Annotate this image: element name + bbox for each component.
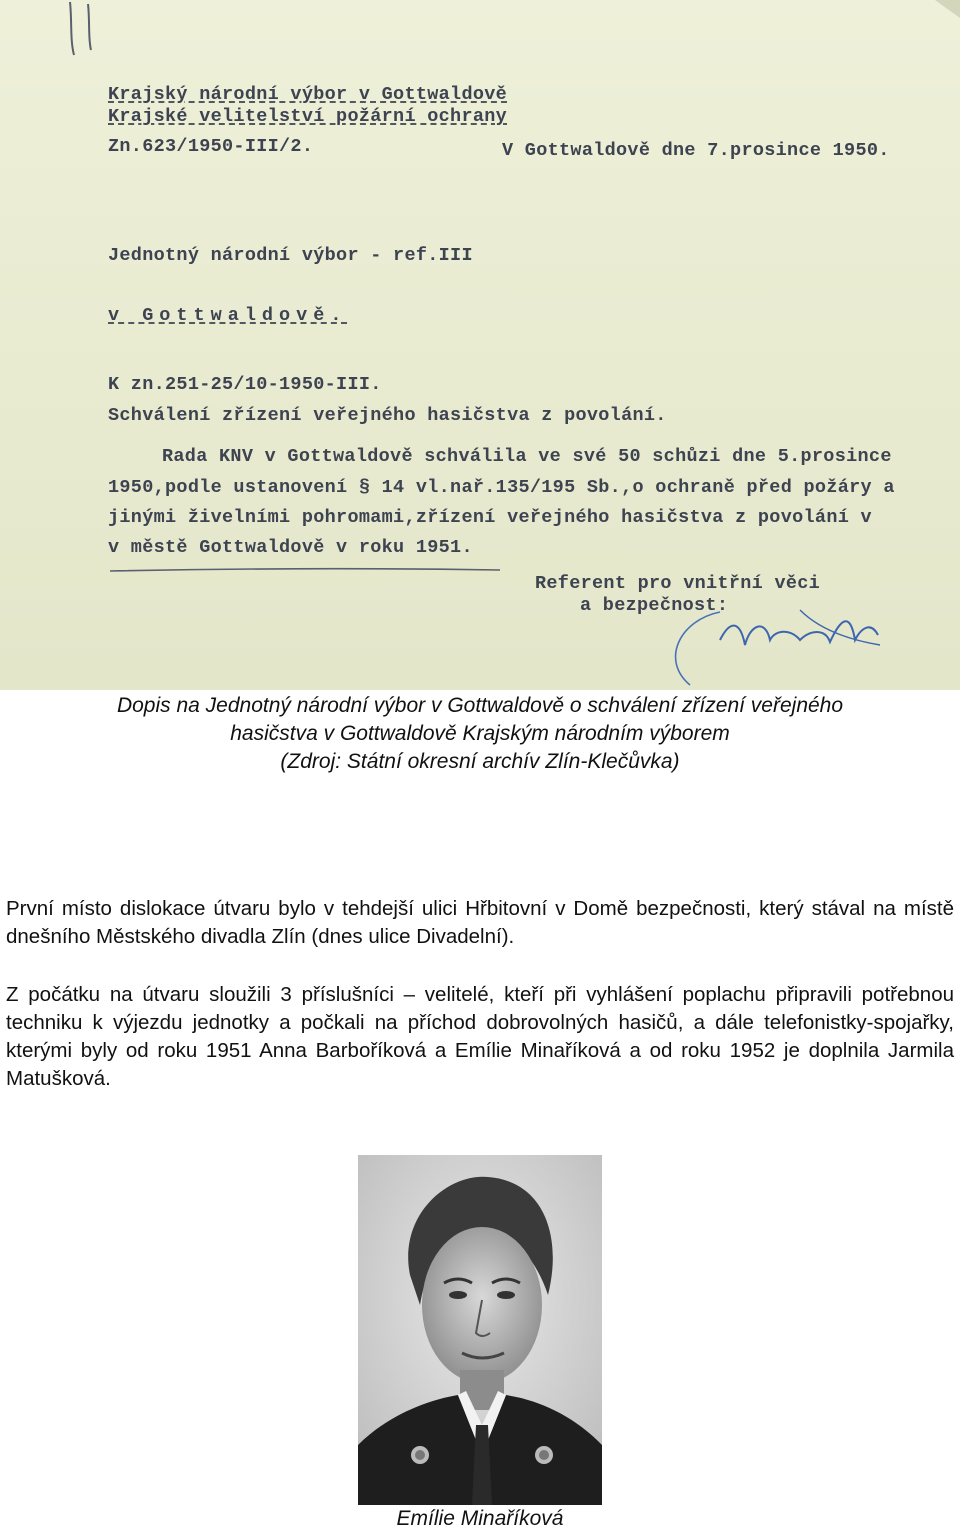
- letter-header-office: Krajský národní výbor v Gottwaldově: [108, 84, 508, 105]
- letter-recipient-city: v Gottwaldově.: [108, 305, 348, 326]
- handwritten-signature: [650, 600, 950, 690]
- photo-caption: Emílie Minaříková: [396, 1507, 564, 1530]
- fold-mark: [0, 0, 960, 60]
- letter-body-line: 1950,podle ustanovení § 14 vl.nař.135/195 Sb.,o ochraně před požáry a: [108, 477, 895, 498]
- caption-source: (Zdroj: Státní okresní archív Zlín-Klečůvka): [280, 750, 680, 773]
- letter-header-department: Krajské velitelství požární ochrany: [108, 106, 508, 127]
- letter-signoff-subtitle: a bezpečnost:: [580, 595, 729, 616]
- paragraph-dislocation: První místo dislokace útvaru bylo v tehdejší ulici Hřbitovní v Domě bezpečnosti, který stával na místě dnešního Městského divadla Zlín (dnes ulice Divadelní).: [6, 897, 954, 948]
- caption-line: hasičstva v Gottwaldově Krajským národním výborem: [230, 722, 730, 745]
- portrait-photo: [358, 1155, 602, 1505]
- scanned-letter: [0, 0, 960, 690]
- letter-subject-reference: K zn.251-25/10-1950-III.: [108, 374, 382, 395]
- letter-caption: [0, 692, 960, 776]
- letter-subject: Schválení zřízení veřejného hasičstva z povolání.: [108, 405, 667, 426]
- letter-reference-number: Zn.623/1950-III/2.: [108, 136, 314, 157]
- letter-body-line: jinými živelními pohromami,zřízení veřejného hasičstva z povolání v: [108, 507, 872, 528]
- caption-line: Dopis na Jednotný národní výbor v Gottwaldově o schválení zřízení veřejného: [116, 694, 844, 717]
- portrait-illustration: [358, 1155, 602, 1505]
- letter-body-line: v městě Gottwaldově v roku 1951.: [108, 537, 473, 558]
- letter-body-line: Rada KNV v Gottwaldově schválila ve své 50 schůzi dne 5.prosince: [162, 446, 892, 467]
- letter-place-date: V Gottwaldově dne 7.prosince 1950.: [502, 140, 890, 161]
- letter-separator-line: [110, 565, 500, 575]
- paragraph-staff: Z počátku na útvaru sloužili 3 příslušníci – velitelé, kteří při vyhlášení poplachu připravili potřebnou techniku k výjezdu jednotky a počkali na příchod dobrovolných hasičů, a dále telefonistky-spojařky, kterými byly od roku 1951 Anna Barboříková a Emílie Minaříková a od roku 1952 je doplnila Jarmila Matušková.: [6, 983, 954, 1090]
- letter-signoff-title: Referent pro vnitřní věci: [535, 573, 821, 594]
- letter-recipient: Jednotný národní výbor - ref.III: [108, 245, 473, 266]
